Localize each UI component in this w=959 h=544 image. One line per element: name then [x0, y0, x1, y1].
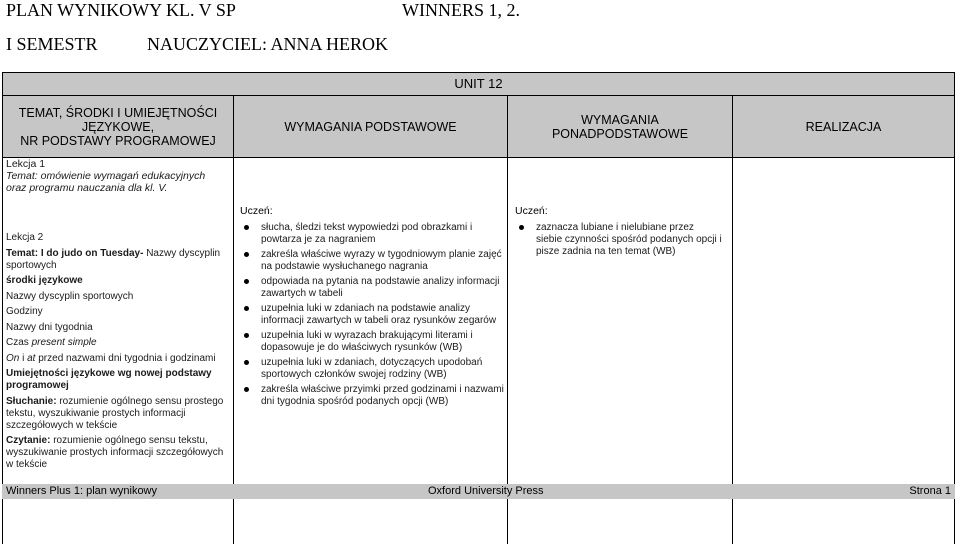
lesson-2-label: Lekcja 2	[6, 232, 44, 243]
column-header-topic	[2, 96, 234, 158]
lesson-1	[6, 158, 205, 194]
prepositions-rest: przed nazwami dni tygodnia i godzinami	[35, 352, 216, 364]
listening-text: rozumienie ogólnego sensu prostego tekstu, wyszukiwanie prostych informacji szczegółowych w tekście	[6, 395, 224, 431]
column-header-realization	[732, 96, 955, 158]
lesson-2-topic	[6, 248, 228, 272]
reading-text: rozumienie ogólnego sensu tekstu, wyszukiwanie prostych informacji szczegółowych w tekście	[6, 435, 224, 470]
reading-skill	[6, 435, 228, 471]
lesson-1-topic-line: Temat: omówienie wymagań edukacyjnych	[6, 170, 206, 182]
tense-name: present simple	[31, 337, 97, 348]
preposition-joiner: i	[19, 352, 28, 364]
column-header-realization-label: REALIZACJA	[805, 119, 882, 134]
footer-center: Oxford University Press	[428, 485, 544, 497]
list-item: zakreśla właściwe przyimki przed godzinami i nazwami dni tygodnia spośród podanych opcji (WB)	[242, 384, 504, 408]
column-header-advanced-line: PONADPODSTAWOWE	[551, 126, 689, 141]
skills-heading: Umiejętności językowe wg nowej podstawy programowej	[6, 368, 212, 391]
column-header-topic-line: TEMAT, ŚRODKI I UMIEJĘTNOŚCI	[18, 105, 218, 120]
lesson-2	[6, 232, 228, 475]
reading-label: Czytanie:	[6, 435, 51, 446]
tense-line	[6, 337, 228, 349]
preposition-at: at	[27, 352, 36, 364]
prepositions-line	[6, 353, 228, 365]
list-item: uzupełnia luki w wyrazach brakującymi literami i dopasowuje je do właściwych rysunków (WB)	[242, 330, 504, 354]
preposition-on: On	[6, 352, 20, 364]
unit-header: UNIT 12	[2, 72, 955, 96]
advanced-student-label: Uczeń:	[515, 205, 548, 217]
lesson-2-topic-desc: Nazwy dyscyplin sportowych	[6, 247, 221, 271]
page-footer	[2, 484, 955, 499]
list-item: zaznacza lubiane i nielubiane przez siebie czynności spośród podanych opcji i pisze zadnia na ten temat (WB)	[517, 222, 722, 258]
means-heading: środki językowe	[6, 275, 83, 286]
tense-prefix: Czas	[6, 337, 32, 348]
list-item: odpowiada na pytania na podstawie analizy informacji zawartych w tabeli	[242, 276, 504, 300]
footer-left: Winners Plus 1: plan wynikowy	[6, 485, 158, 497]
means-item: Nazwy dni tygodnia	[6, 321, 93, 333]
basic-requirements-list	[242, 222, 504, 411]
lesson-2-topic-title: Temat: I do judo on Tuesday-	[6, 247, 144, 259]
listening-label: Słuchanie:	[6, 395, 57, 407]
footer-page-number: Strona 1	[909, 485, 951, 497]
column-header-basic	[233, 96, 508, 158]
lesson-1-label: Lekcja 1	[6, 158, 46, 170]
column-header-topic-line: NR PODSTAWY PROGRAMOWEJ	[20, 133, 216, 148]
column-header-topic-line: JĘZYKOWE,	[81, 119, 155, 134]
list-item: zakreśla właściwe wyrazy w tygodniowym planie zajęć na podstawie wysłuchanego nagrania	[242, 249, 504, 273]
plan-title: PLAN WYNIKOWY KL. V SP	[6, 0, 236, 20]
advanced-requirements-list	[517, 222, 722, 261]
means-item: Godziny	[6, 306, 43, 317]
means-item: Nazwy dyscyplin sportowych	[6, 290, 134, 302]
teacher-label: NAUCZYCIEL: ANNA HEROK	[147, 34, 388, 54]
textbook-title: WINNERS 1, 2.	[402, 0, 520, 20]
semester-label: I SEMESTR	[6, 34, 98, 54]
column-header-basic-label: WYMAGANIA PODSTAWOWE	[284, 119, 457, 134]
list-item: uzupełnia luki w zdaniach, dotyczących upodobań sportowych członków swojej rodziny (WB)	[242, 357, 504, 381]
list-item: uzupełnia luki w zdaniach na podstawie analizy informacji zawartych w tabeli oraz rysunków zegarów	[242, 303, 504, 327]
column-header-advanced	[507, 96, 733, 158]
listening-skill	[6, 396, 228, 432]
list-item: słucha, śledzi tekst wypowiedzi pod obrazkami i powtarza je za nagraniem	[242, 222, 504, 246]
lesson-1-topic-line: oraz programu nauczania dla kl. V.	[6, 182, 168, 194]
basic-student-label: Uczeń:	[240, 205, 273, 217]
column-header-advanced-line: WYMAGANIA	[581, 112, 659, 127]
